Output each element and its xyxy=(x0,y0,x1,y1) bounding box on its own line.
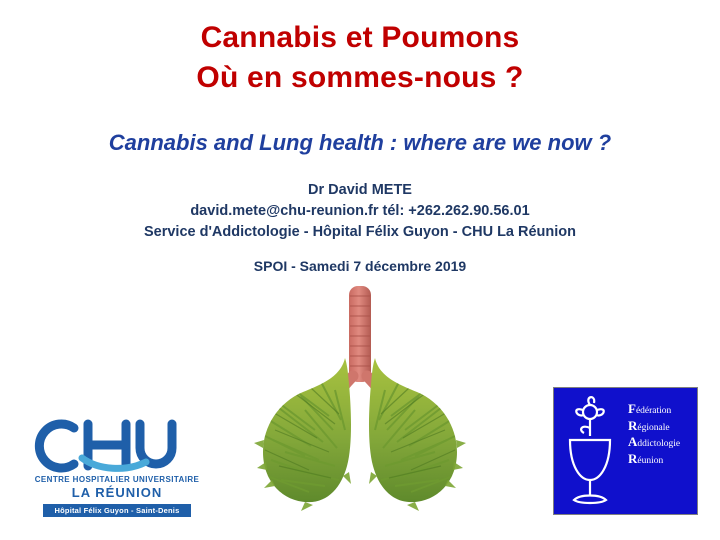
chu-hospital-banner: Hôpital Félix Guyon - Saint-Denis xyxy=(43,504,191,517)
frar-word-regionale-text: égionale xyxy=(637,422,670,433)
frar-word-federation: Fédération xyxy=(628,401,672,416)
frar-emblem xyxy=(554,388,626,514)
author-block xyxy=(0,180,720,243)
title-line-1: Cannabis et Poumons xyxy=(200,21,520,54)
frar-word-reunion-text: éunion xyxy=(637,455,664,466)
frar-logo xyxy=(553,387,698,515)
page-title xyxy=(0,18,720,98)
author-name: Dr David METE xyxy=(308,182,412,198)
author-contact: david.mete@chu-reunion.fr tél: +262.262.90.56.01 xyxy=(190,203,530,219)
chu-logo xyxy=(22,412,212,522)
frar-word-regionale: Régionale xyxy=(628,417,670,433)
slide-subtitle: Cannabis and Lung health : where are we now ? xyxy=(108,130,612,155)
chu-subtitle-2: LA RÉUNION xyxy=(71,485,163,500)
frar-word-addictologie-text: ddictologie xyxy=(637,439,681,449)
chu-wordmark xyxy=(22,412,212,474)
lungs-illustration xyxy=(245,280,475,515)
title-line-2: Où en sommes-nous ? xyxy=(196,61,524,94)
author-affiliation: Service d'Addictologie - Hôpital Félix Guyon - CHU La Réunion xyxy=(143,224,577,240)
frar-word-addictologie: Addictologie xyxy=(628,434,681,449)
event-info: SPOI - Samedi 7 décembre 2019 xyxy=(253,258,467,274)
chu-subtitle-1: CENTRE HOSPITALIER UNIVERSITAIRE xyxy=(34,475,200,484)
frar-word-federation-text: édération xyxy=(635,406,672,416)
frar-wordmark xyxy=(626,388,697,514)
frar-word-reunion: Réunion xyxy=(628,450,664,466)
